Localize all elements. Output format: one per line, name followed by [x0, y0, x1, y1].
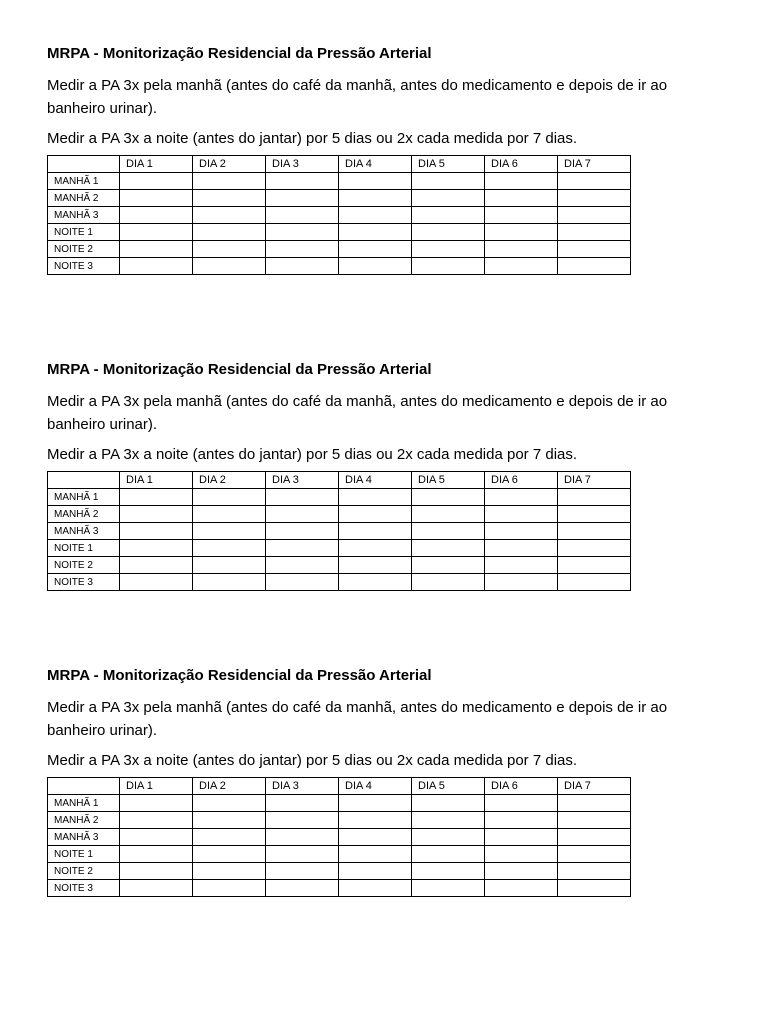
measurement-cell[interactable]	[266, 863, 339, 880]
instruction-morning: Medir a PA 3x pela manhã (antes do café da manhã, antes do medicamento e depois de ir ao banheiro urinar).	[47, 77, 668, 117]
measurement-cell[interactable]	[120, 258, 193, 275]
measurement-cell[interactable]	[485, 523, 558, 540]
measurement-cell[interactable]	[193, 812, 266, 829]
measurement-cell[interactable]	[558, 880, 631, 897]
column-header: DIA 2	[193, 156, 266, 173]
mrpa-section-3	[47, 666, 717, 897]
column-header: DIA 4	[339, 156, 412, 173]
column-header: DIA 7	[558, 472, 631, 489]
measurement-cell[interactable]	[120, 557, 193, 574]
measurement-cell[interactable]	[339, 489, 412, 506]
mrpa-section-2	[47, 360, 717, 591]
measurement-cell[interactable]	[485, 812, 558, 829]
measurement-cell[interactable]	[339, 574, 412, 591]
instruction-morning: Medir a PA 3x pela manhã (antes do café da manhã, antes do medicamento e depois de ir ao banheiro urinar).	[47, 393, 668, 433]
measurement-cell[interactable]	[558, 795, 631, 812]
table-row	[48, 523, 631, 540]
mrpa-section-1	[47, 44, 717, 275]
measurement-cell[interactable]	[193, 241, 266, 258]
measurement-cell[interactable]	[120, 207, 193, 224]
measurement-cell[interactable]	[558, 207, 631, 224]
measurement-cell[interactable]	[412, 207, 485, 224]
measurement-cell[interactable]	[193, 173, 266, 190]
row-label: MANHÃ 2	[48, 190, 120, 207]
instruction-night: Medir a PA 3x a noite (antes do jantar) por 5 dias ou 2x cada medida por 7 dias.	[47, 446, 578, 463]
measurement-cell[interactable]	[266, 829, 339, 846]
row-label: MANHÃ 1	[48, 489, 120, 506]
measurement-cell[interactable]	[120, 574, 193, 591]
measurement-cell[interactable]	[558, 812, 631, 829]
measurement-cell[interactable]	[412, 489, 485, 506]
measurement-cell[interactable]	[266, 540, 339, 557]
measurement-cell[interactable]	[558, 190, 631, 207]
column-header: DIA 4	[339, 472, 412, 489]
measurement-cell[interactable]	[266, 258, 339, 275]
measurement-cell[interactable]	[193, 523, 266, 540]
column-header: DIA 5	[412, 156, 485, 173]
measurement-cell[interactable]	[266, 173, 339, 190]
measurement-cell[interactable]	[412, 812, 485, 829]
measurement-cell[interactable]	[266, 207, 339, 224]
measurement-cell[interactable]	[266, 574, 339, 591]
instruction-morning: Medir a PA 3x pela manhã (antes do café da manhã, antes do medicamento e depois de ir ao banheiro urinar).	[47, 699, 668, 739]
table-row	[48, 829, 631, 846]
table-row	[48, 173, 631, 190]
measurement-cell[interactable]	[558, 540, 631, 557]
measurement-cell[interactable]	[485, 880, 558, 897]
measurement-cell[interactable]	[193, 846, 266, 863]
measurement-cell[interactable]	[266, 224, 339, 241]
section-title: MRPA - Monitorização Residencial da Pressão Arterial	[47, 667, 432, 684]
column-header: DIA 2	[193, 778, 266, 795]
measurement-cell[interactable]	[412, 795, 485, 812]
measurement-cell[interactable]	[485, 207, 558, 224]
table-row	[48, 846, 631, 863]
measurement-cell[interactable]	[412, 846, 485, 863]
table-row	[48, 190, 631, 207]
table-row	[48, 540, 631, 557]
measurement-cell[interactable]	[120, 795, 193, 812]
measurement-cell[interactable]	[339, 863, 412, 880]
table-row	[48, 241, 631, 258]
row-label: MANHÃ 3	[48, 207, 120, 224]
measurement-cell[interactable]	[339, 557, 412, 574]
measurement-table	[47, 777, 631, 897]
measurement-cell[interactable]	[266, 557, 339, 574]
column-header: DIA 1	[120, 778, 193, 795]
measurement-cell[interactable]	[485, 258, 558, 275]
measurement-cell[interactable]	[266, 812, 339, 829]
measurement-cell[interactable]	[558, 863, 631, 880]
measurement-cell[interactable]	[485, 574, 558, 591]
measurement-cell[interactable]	[339, 812, 412, 829]
measurement-cell[interactable]	[558, 574, 631, 591]
row-label: MANHÃ 3	[48, 829, 120, 846]
column-header: DIA 3	[266, 156, 339, 173]
measurement-cell[interactable]	[120, 241, 193, 258]
measurement-cell[interactable]	[266, 795, 339, 812]
row-label: NOITE 3	[48, 880, 120, 897]
measurement-cell[interactable]	[412, 574, 485, 591]
measurement-cell[interactable]	[266, 489, 339, 506]
table-header-row	[48, 778, 631, 795]
instruction-night: Medir a PA 3x a noite (antes do jantar) por 5 dias ou 2x cada medida por 7 dias.	[47, 130, 578, 147]
measurement-cell[interactable]	[339, 795, 412, 812]
measurement-cell[interactable]	[120, 506, 193, 523]
measurement-table	[47, 155, 631, 275]
measurement-cell[interactable]	[266, 506, 339, 523]
measurement-cell[interactable]	[558, 557, 631, 574]
row-label: MANHÃ 2	[48, 812, 120, 829]
column-header: DIA 2	[193, 472, 266, 489]
measurement-cell[interactable]	[193, 506, 266, 523]
measurement-cell[interactable]	[120, 489, 193, 506]
measurement-cell[interactable]	[485, 846, 558, 863]
row-label: MANHÃ 1	[48, 795, 120, 812]
row-label: NOITE 2	[48, 863, 120, 880]
column-header: DIA 6	[485, 472, 558, 489]
measurement-cell[interactable]	[193, 540, 266, 557]
row-label: NOITE 1	[48, 846, 120, 863]
measurement-cell[interactable]	[485, 863, 558, 880]
row-label: MANHÃ 3	[48, 523, 120, 540]
measurement-cell[interactable]	[120, 863, 193, 880]
table-header-row	[48, 156, 631, 173]
measurement-cell[interactable]	[193, 880, 266, 897]
instruction-night: Medir a PA 3x a noite (antes do jantar) por 5 dias ou 2x cada medida por 7 dias.	[47, 752, 578, 769]
measurement-cell[interactable]	[485, 190, 558, 207]
measurement-cell[interactable]	[339, 224, 412, 241]
measurement-cell[interactable]	[120, 523, 193, 540]
measurement-cell[interactable]	[193, 224, 266, 241]
measurement-cell[interactable]	[412, 258, 485, 275]
column-header: DIA 7	[558, 156, 631, 173]
column-header: DIA 1	[120, 472, 193, 489]
measurement-cell[interactable]	[193, 258, 266, 275]
measurement-cell[interactable]	[485, 489, 558, 506]
measurement-cell[interactable]	[266, 190, 339, 207]
measurement-cell[interactable]	[558, 523, 631, 540]
measurement-cell[interactable]	[412, 829, 485, 846]
measurement-cell[interactable]	[485, 173, 558, 190]
measurement-cell[interactable]	[412, 540, 485, 557]
row-label: NOITE 2	[48, 557, 120, 574]
measurement-cell[interactable]	[266, 241, 339, 258]
measurement-cell[interactable]	[120, 846, 193, 863]
table-header-row	[48, 472, 631, 489]
measurement-cell[interactable]	[339, 523, 412, 540]
table-row	[48, 557, 631, 574]
measurement-cell[interactable]	[558, 224, 631, 241]
measurement-cell[interactable]	[558, 258, 631, 275]
column-header: DIA 6	[485, 156, 558, 173]
measurement-cell[interactable]	[412, 557, 485, 574]
measurement-cell[interactable]	[193, 489, 266, 506]
measurement-cell[interactable]	[558, 829, 631, 846]
measurement-cell[interactable]	[339, 880, 412, 897]
measurement-cell[interactable]	[412, 241, 485, 258]
measurement-cell[interactable]	[193, 557, 266, 574]
column-header: DIA 6	[485, 778, 558, 795]
measurement-cell[interactable]	[120, 812, 193, 829]
row-label: NOITE 3	[48, 574, 120, 591]
column-header: DIA 4	[339, 778, 412, 795]
measurement-cell[interactable]	[558, 846, 631, 863]
measurement-cell[interactable]	[193, 207, 266, 224]
table-row	[48, 812, 631, 829]
table-row	[48, 880, 631, 897]
table-row	[48, 258, 631, 275]
measurement-cell[interactable]	[193, 190, 266, 207]
measurement-cell[interactable]	[485, 241, 558, 258]
column-header: DIA 5	[412, 778, 485, 795]
measurement-cell[interactable]	[193, 795, 266, 812]
table-row	[48, 506, 631, 523]
row-label: NOITE 1	[48, 224, 120, 241]
corner-cell	[48, 778, 120, 795]
measurement-cell[interactable]	[339, 241, 412, 258]
measurement-cell[interactable]	[339, 506, 412, 523]
measurement-cell[interactable]	[558, 489, 631, 506]
measurement-cell[interactable]	[339, 207, 412, 224]
section-title: MRPA - Monitorização Residencial da Pressão Arterial	[47, 361, 432, 378]
measurement-cell[interactable]	[120, 173, 193, 190]
measurement-cell[interactable]	[412, 173, 485, 190]
measurement-cell[interactable]	[266, 880, 339, 897]
table-row	[48, 863, 631, 880]
measurement-cell[interactable]	[120, 880, 193, 897]
measurement-cell[interactable]	[120, 829, 193, 846]
measurement-cell[interactable]	[193, 863, 266, 880]
measurement-cell[interactable]	[120, 190, 193, 207]
measurement-cell[interactable]	[339, 540, 412, 557]
column-header: DIA 5	[412, 472, 485, 489]
row-label: NOITE 2	[48, 241, 120, 258]
measurement-cell[interactable]	[485, 540, 558, 557]
measurement-cell[interactable]	[266, 846, 339, 863]
section-title: MRPA - Monitorização Residencial da Pressão Arterial	[47, 45, 432, 62]
measurement-cell[interactable]	[120, 540, 193, 557]
measurement-cell[interactable]	[412, 880, 485, 897]
measurement-cell[interactable]	[412, 190, 485, 207]
table-row	[48, 224, 631, 241]
measurement-cell[interactable]	[485, 795, 558, 812]
column-header: DIA 1	[120, 156, 193, 173]
measurement-cell[interactable]	[339, 846, 412, 863]
measurement-cell[interactable]	[485, 829, 558, 846]
measurement-cell[interactable]	[485, 224, 558, 241]
measurement-cell[interactable]	[193, 829, 266, 846]
measurement-cell[interactable]	[558, 173, 631, 190]
row-label: NOITE 1	[48, 540, 120, 557]
measurement-cell[interactable]	[193, 574, 266, 591]
table-row	[48, 795, 631, 812]
measurement-cell[interactable]	[485, 557, 558, 574]
measurement-cell[interactable]	[339, 258, 412, 275]
table-row	[48, 207, 631, 224]
measurement-cell[interactable]	[339, 190, 412, 207]
measurement-cell[interactable]	[120, 224, 193, 241]
table-row	[48, 489, 631, 506]
measurement-cell[interactable]	[558, 506, 631, 523]
measurement-cell[interactable]	[339, 173, 412, 190]
measurement-cell[interactable]	[412, 224, 485, 241]
measurement-cell[interactable]	[558, 241, 631, 258]
column-header: DIA 7	[558, 778, 631, 795]
column-header: DIA 3	[266, 472, 339, 489]
measurement-cell[interactable]	[412, 863, 485, 880]
row-label: MANHÃ 2	[48, 506, 120, 523]
measurement-cell[interactable]	[485, 506, 558, 523]
measurement-cell[interactable]	[412, 506, 485, 523]
measurement-cell[interactable]	[339, 829, 412, 846]
table-row	[48, 574, 631, 591]
corner-cell	[48, 472, 120, 489]
measurement-cell[interactable]	[266, 523, 339, 540]
column-header: DIA 3	[266, 778, 339, 795]
corner-cell	[48, 156, 120, 173]
measurement-table	[47, 471, 631, 591]
row-label: MANHÃ 1	[48, 173, 120, 190]
measurement-cell[interactable]	[412, 523, 485, 540]
row-label: NOITE 3	[48, 258, 120, 275]
